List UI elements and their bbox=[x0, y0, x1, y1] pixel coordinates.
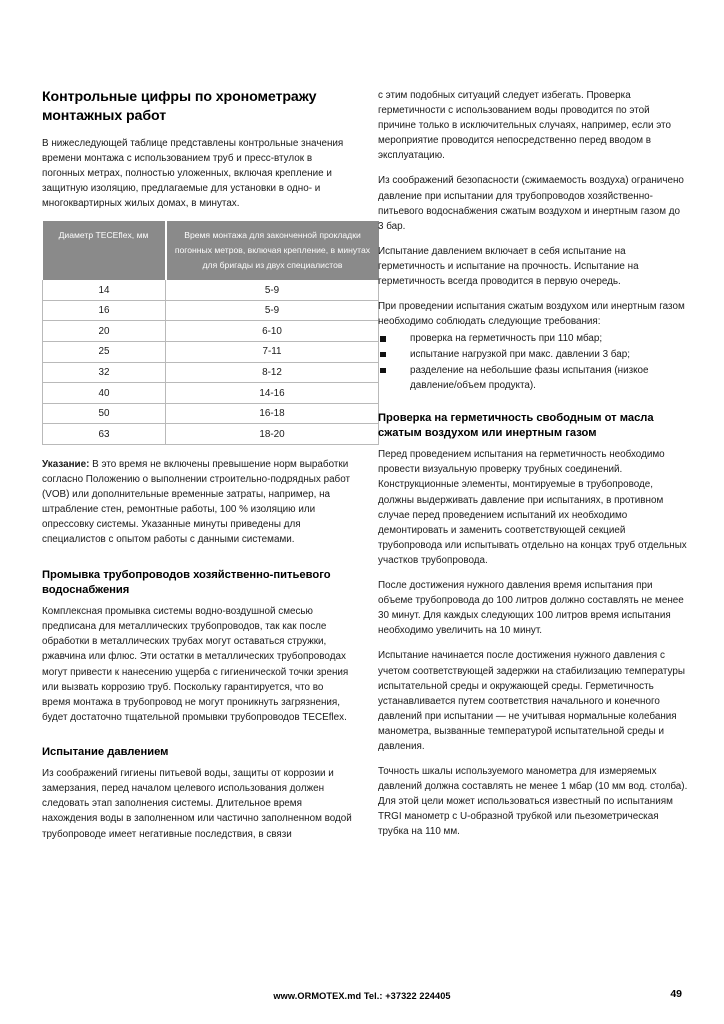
cell-diameter: 25 bbox=[43, 342, 166, 363]
table-row bbox=[43, 342, 379, 363]
table-body bbox=[43, 280, 379, 444]
left-column bbox=[42, 88, 371, 842]
table-head bbox=[43, 221, 379, 280]
table-row bbox=[43, 383, 379, 404]
cell-time: 18-20 bbox=[166, 424, 379, 445]
cell-diameter: 40 bbox=[43, 383, 166, 404]
cell-diameter: 14 bbox=[43, 280, 166, 300]
right-paragraph-5: Перед проведением испытания на герметичность необходимо провести визуальную проверку трубных соединений. Конструкционные элементы, монтируемые в трубопроводе, должны выдерживать давление при испытаниях, в противном случае перед проведением испытаний их необходимо демонтировать и заменить соответствующей секцией трубопровода или испытывать отдельно на концах труб отдельных участков трубопровода. bbox=[378, 449, 687, 566]
section-heading-pressure-test: Испытание давлением bbox=[42, 745, 169, 758]
cell-diameter: 20 bbox=[43, 321, 166, 342]
right-column bbox=[378, 88, 688, 842]
intro-paragraph: В нижеследующей таблице представлены контрольные значения времени монтажа с использованием труб и пресс-втулок в погонных метрах, полностью уложенных, включая крепление и защитную изоляцию, предлагаемые для установки в одно- и многоквартирных жилых домах, в минутах. bbox=[42, 138, 344, 210]
cell-diameter: 50 bbox=[43, 403, 166, 424]
section-flushing-paragraph: Комплексная промывка системы водно-воздушной смесью предписана для металлических трубопроводов, так как после обработки в металлических трубах могут оставаться стружки, ржавчина или флюс. Эти остатки в металлических трубопроводах могут привести к нанесению ущерба с гигиенической точки зрения или вызвать коррозию труб. Поскольку гарантируется, что во время монтажа в трубопровод не могут проникнуть загрязнения, будет достаточно тщательной промывки трубопроводов TECEflex. bbox=[42, 606, 349, 723]
right-paragraph-7: Испытание начинается после достижения нужного давления с учетом соответствующей задержки на стабилизацию температуры испытательной среды и окружающей среды. Герметичность устанавливается путем соответствия начального и конечного давлений при испытании — не учитывая нормальные колебания манометра, вызванные температурой испытательной среды и давления. bbox=[378, 650, 685, 752]
list-item bbox=[378, 331, 688, 346]
square-bullet-icon bbox=[380, 352, 386, 358]
note-label: Указание: bbox=[42, 459, 90, 470]
cell-time: 8-12 bbox=[166, 362, 379, 383]
note-text: В это время не включены превышение норм выработки согласно Положению о выполнении строительно-подрядных работ (VOB) или дополнительные временные затраты, например, на штрабление стен, ремонтные работы, 100 % изоляцию или опрессовку системы. Указанные минуты приведены для специалистов с опытом работы с данными системами. bbox=[42, 459, 351, 546]
installation-time-table bbox=[42, 221, 379, 445]
right-paragraph-3: Испытание давлением включает в себя испытание на герметичность и испытание на прочность. Испытание на герметичность всегда проводится в первую очередь. bbox=[378, 245, 639, 288]
right-paragraph-4: При проведении испытания сжатым воздухом или инертным газом необходимо соблюдать следующие требования: bbox=[378, 301, 685, 328]
cell-time: 14-16 bbox=[166, 383, 379, 404]
list-item bbox=[378, 363, 688, 393]
cell-time: 7-11 bbox=[166, 342, 379, 363]
cell-time: 5-9 bbox=[166, 280, 379, 300]
note-paragraph bbox=[42, 457, 352, 548]
table-row bbox=[43, 403, 379, 424]
table-row bbox=[43, 300, 379, 321]
cell-diameter: 16 bbox=[43, 300, 166, 321]
section-heading-leak-test: Проверка на герметичность свободным от масла сжатым воздухом или инертным газом bbox=[378, 411, 654, 439]
section-pressure-test-paragraph: Из соображений гигиены питьевой воды, защиты от коррозии и замерзания, перед началом целевого использования должен следовать этап заполнения системы. Длительное время нахождения воды в заполненном или частично заполненном водой трубопроводе имеет негативные последствия, в связи bbox=[42, 768, 352, 840]
cell-time: 6-10 bbox=[166, 321, 379, 342]
cell-diameter: 32 bbox=[43, 362, 166, 383]
list-item-label: разделение на небольшие фазы испытания (низкое давление/объем продукта). bbox=[410, 364, 649, 391]
page-footer bbox=[42, 988, 682, 1005]
table-row bbox=[43, 362, 379, 383]
table-header-row bbox=[43, 221, 379, 280]
right-paragraph-6: После достижения нужного давления время испытания при объеме трубопровода до 100 литров должно составлять не менее 30 минут. Для каждых следующих 100 литров время испытания необходимо увеличить на 10 минут. bbox=[378, 580, 684, 637]
page-title: Контрольные цифры по хронометражу монтажных работ bbox=[42, 89, 317, 124]
list-item bbox=[378, 347, 688, 362]
cell-diameter: 63 bbox=[43, 424, 166, 445]
list-item-label: испытание нагрузкой при макс. давлении 3 бар; bbox=[410, 348, 630, 360]
table-row bbox=[43, 424, 379, 445]
table-row bbox=[43, 321, 379, 342]
right-paragraph-2: Из соображений безопасности (сжимаемость воздуха) ограничено давление при испытании для трубопроводов хозяйственно-питьевого водоснабжения сжатым воздухом и инертным газом до 3 бар. bbox=[378, 175, 684, 232]
table-header-time: Время монтажа для законченной прокладки погонных метров, включая крепление, в минутах для бригады из двух специалистов bbox=[166, 221, 379, 280]
page-number: 49 bbox=[670, 988, 682, 1000]
table-header-diameter: Диаметр TECEflex, мм bbox=[43, 221, 166, 280]
table-row bbox=[43, 280, 379, 300]
footer-contact: www.ORMOTEX.md Tel.: +37322 224405 bbox=[273, 991, 451, 1001]
square-bullet-icon bbox=[380, 368, 386, 374]
section-heading-flushing: Промывка трубопроводов хозяйственно-питьевого водоснабжения bbox=[42, 568, 331, 596]
cell-time: 16-18 bbox=[166, 403, 379, 424]
square-bullet-icon bbox=[380, 336, 386, 342]
list-item-label: проверка на герметичность при 110 мбар; bbox=[410, 333, 603, 345]
right-paragraph-1: с этим подобных ситуаций следует избегать. Проверка герметичности с использованием воды проводится по этой причине только в исключительных случаях, например, если это мероприятие проводится непосредственно перед вводом в эксплуатацию. bbox=[378, 90, 671, 162]
requirements-list bbox=[378, 331, 688, 392]
cell-time: 5-9 bbox=[166, 300, 379, 321]
right-paragraph-8: Точность шкалы используемого манометра для измеряемых давлений должна составлять не менее 1 мбар (10 мм вод. столба). Для этой цели может использоваться известный по испытаниям TRGI манометр с U-образной трубкой или пьезометрическая трубка на 110 мм. bbox=[378, 766, 688, 838]
two-column-body bbox=[42, 88, 688, 842]
